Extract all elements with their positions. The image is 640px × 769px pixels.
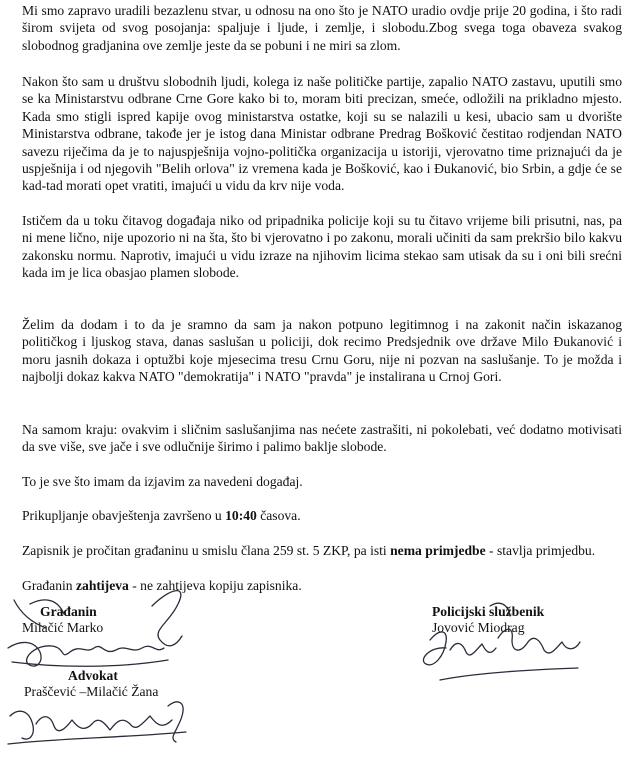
lawyer-label: Advokat — [68, 668, 118, 683]
p9-text-end: - ne zahtijeva kopiju zapisnika. — [128, 578, 302, 593]
paragraph-3: Ističem da u toku čitavog događaja niko od pripadnika policije koji su tu čitavo vrijeme bili prisutni, nas, pa ni mene lično, nije upozorio ni na šta, što bi vjerovatno i po zakonu, morali učiniti da sam prekršio bilo kakvu zakonsku normu. Naprotiv, imajući u vidu izraze na njihovim licima stekao sam utisak da su i oni bili srećni kada im je lica obasjao plamen slobode. — [22, 213, 622, 281]
citizen-label: Građanin — [40, 604, 97, 619]
p9-text-start: Građanin — [22, 578, 76, 593]
citizen-signature — [8, 591, 182, 667]
p7-text-end: časova. — [256, 508, 301, 523]
end-time: 10:40 — [225, 508, 257, 523]
paragraph-4: Želim da dodam i to da je sramno da sam ja nakon potpuno legitimnog i na zakonit način iskazanog političkog i ljuskog stava, danas saslušan u policiji, dok recimo Predsjednik ove države Milo Đukanović i moru jasnih dokaza i optužbi koje mjesecima tresu Crnu Goru, nije ni pozvan na saslušanje. To je možda i najbolji dokaz kakva NATO "demokratija" i NATO "pravda" je instalirana u Crnoj Gori. — [22, 317, 622, 385]
paragraph-5: Na samom kraju: ovakvim i sličnim saslušanjima nas nećete zastrašiti, ni pokolebati, već dodatno motivisati da sve više, sve jače i sve odlučnije širimo i palimo baklje slobode. — [22, 422, 622, 455]
paragraph-1: Mi smo zapravo uradili bezazlenu stvar, u odnosu na ono što je NATO uradio ovdje prije 20 godina, i što radi širom svijeta od svog posojanja: spaljuje i ljude, i zemlje, i slobodu.Zbog svega toga obaveza svakog slobodnog gradjanina ove zemlje jeste da se pobuni i ne miri sa zlom. — [22, 3, 622, 53]
officer-signature — [423, 603, 580, 680]
citizen-name: Milačić Marko — [22, 620, 104, 635]
p7-text-start: Prikupljanje obavještenja završeno u — [22, 508, 226, 523]
p8-text-start: Zapisnik je pročitan građaninu u smislu člana 259 st. 5 ZKP, pa isti — [22, 543, 391, 558]
p8-text-end: - stavlja primjedbu. — [485, 543, 596, 558]
officer-label: Policijski službenik — [432, 604, 545, 619]
paragraph-2: Nakon što sam u društvu slobodnih ljudi, kolega iz naše političke partije, zapalio NATO zastavu, uputili smo se ka Ministarstvu odbrane Crne Gore kako bi to, moram biti precizan, smeće, odložili na prikladno mjesto. Kada smo stigli ispred kapije ovog ministarstva ostatke, koji su se nalazili u kesi, ubacio sam u dvorište Ministarstva odbrane, takođe jer je istog dana Ministar odbrane Predrag Bošković čestitao rodjendan NATO savezu riječima da je to najuspješnija vojno-politička organizacija u istoriji, vjerovatno time priznajući da je uspješnija i od njegovih "Belih orlova" iz vremena kada je Bošković, kao i Đukanović, bio Srbin, a gdje će se kad-tad morati opet vratiti, imajući u vidu da krv nije voda. — [22, 74, 622, 194]
lawyer-name: Praščević –Milačić Žana — [24, 684, 159, 699]
objection-status: nema primjedbe — [390, 543, 486, 558]
officer-name: Jovović Miodrag — [432, 620, 525, 635]
paragraph-6: To je sve što imam da izjavim za navedeni događaj. — [22, 474, 303, 489]
copy-request-status: zahtijeva — [75, 578, 129, 593]
lawyer-signature — [8, 702, 186, 744]
